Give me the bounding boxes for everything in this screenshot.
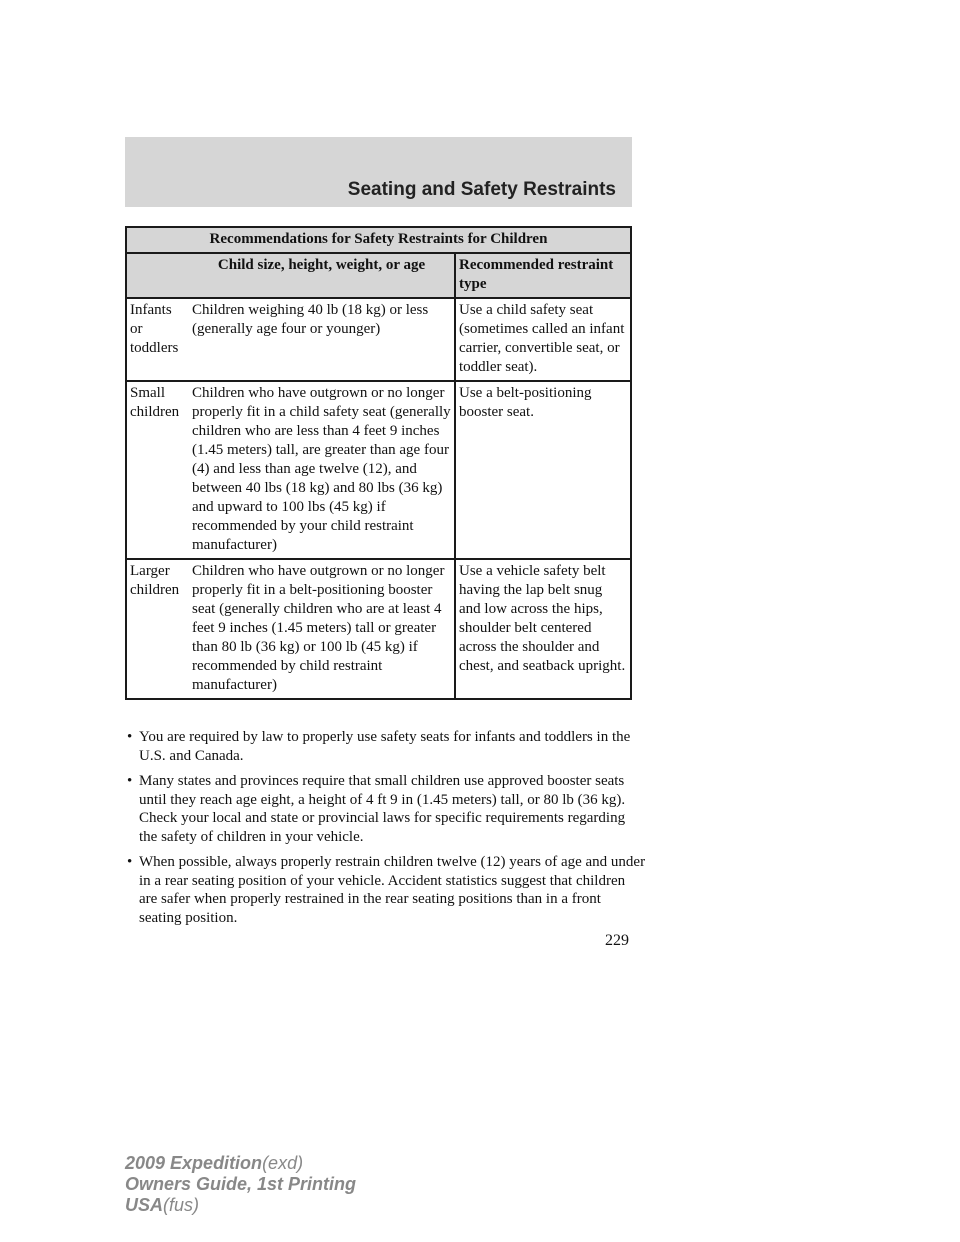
list-item-text: Many states and provinces require that small children use approved booster seats until they reach age eight, a height of 4 ft 9 in (1.45 meters) tall, or 80 lb (36 kg). Check your local and state or provincial laws for specific requirements regarding the safety of children in your vehicle. [139, 773, 626, 845]
footer-model: 2009 Expedition [125, 1153, 263, 1173]
bullet-symbol: • [127, 854, 133, 870]
row-category: Infants or toddlers [126, 298, 189, 381]
footer-market-code: (fus) [163, 1195, 200, 1215]
list-item [127, 853, 647, 927]
row-restraint: Use a child safety seat (sometimes called an infant carrier, convertible seat, or toddler seat). [455, 298, 631, 381]
list-item [127, 772, 647, 846]
column-header-size: Child size, height, weight, or age [189, 253, 455, 298]
footer-model-code: (exd) [262, 1153, 304, 1173]
row-category: Larger children [126, 559, 189, 699]
row-size: Children weighing 40 lb (18 kg) or less (generally age four or younger) [189, 298, 455, 381]
row-size: Children who have outgrown or no longer properly fit in a child safety seat (generally children who are less than 4 feet 9 inches (1.45 meters) tall, are greater than age four (4) and less than age twelve (12), and between 40 lbs (18 kg) and 80 lbs (36 kg) and upward to 100 lbs (45 kg) if recommended by your child restraint manufacturer) [189, 381, 455, 559]
table-row [126, 298, 631, 381]
list-item-text: You are required by law to properly use safety seats for infants and toddlers in the U.S. and Canada. [139, 729, 631, 764]
page-number: 229 [605, 932, 629, 949]
table-title: Recommendations for Safety Restraints for Children [126, 227, 631, 253]
row-restraint: Use a vehicle safety belt having the lap belt snug and low across the hips, shoulder belt centered across the shoulder and chest, and seatback upright. [455, 559, 631, 699]
bullet-symbol: • [127, 729, 133, 745]
row-restraint: Use a belt-positioning booster seat. [455, 381, 631, 559]
child-restraint-table [125, 226, 632, 700]
safety-bullet-list [127, 728, 647, 934]
column-header-category [126, 253, 189, 298]
bullet-symbol: • [127, 773, 133, 789]
table-row [126, 559, 631, 699]
section-header-band [125, 137, 632, 207]
list-item-text: When possible, always properly restrain children twelve (12) years of age and under in a rear seating position of your vehicle. Accident statistics suggest that children are safer when properly restrained in the rear seating positions than in a front seating position. [139, 854, 646, 926]
print-footer [125, 1153, 356, 1216]
table-header-row [126, 253, 631, 298]
row-category: Small children [126, 381, 189, 559]
column-header-restraint: Recommended restraint type [455, 253, 631, 298]
row-size: Children who have outgrown or no longer properly fit in a belt-positioning booster seat (generally children who are at least 4 feet 9 inches (1.45 meters) tall or greater than 80 lb (36 kg) or 100 lb (45 kg) if recommended by child restraint manufacturer) [189, 559, 455, 699]
footer-market: USA [125, 1195, 164, 1215]
section-title: Seating and Safety Restraints [347, 179, 616, 200]
list-item [127, 728, 647, 765]
table-row [126, 381, 631, 559]
footer-printing: Owners Guide, 1st Printing [125, 1174, 357, 1194]
